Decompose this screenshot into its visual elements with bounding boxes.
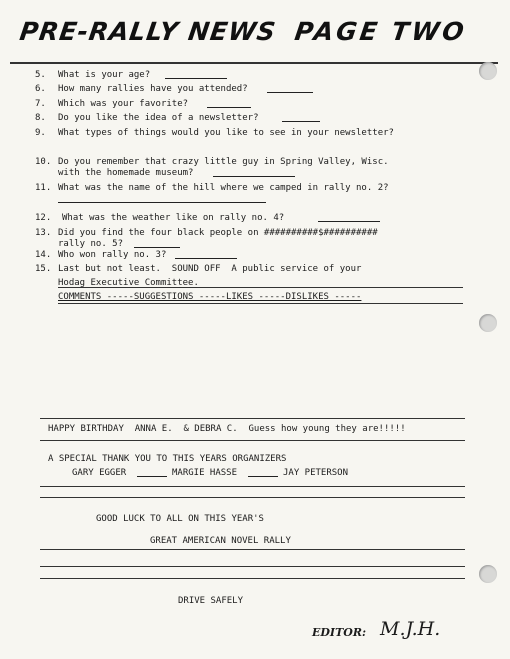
organizer-name: MARGIE HASSE (172, 468, 238, 478)
question-number: 14. (35, 250, 52, 260)
answer-blank (207, 107, 251, 108)
question-text-continued: rally no. 5? (58, 239, 124, 249)
question-text: What was the name of the hill where we camped in rally no. 2? (58, 183, 389, 193)
question-number: 9. (35, 128, 46, 138)
question-text: Last but not least. SOUND OFF A public service of your (58, 264, 362, 274)
punch-hole-middle (479, 314, 497, 332)
answer-blank (175, 258, 237, 259)
question-text-continued: with the homemade museum? (58, 168, 194, 178)
writing-line (40, 418, 465, 419)
title-underline (10, 62, 498, 64)
question-text: Did you find the four black people on ##########$########## (58, 228, 378, 238)
answer-blank (267, 92, 313, 93)
name-separator-blank (248, 476, 278, 477)
question-text: What was the weather like on rally no. 4? (62, 213, 285, 223)
question-text-continued: Hodag Executive Committee. (58, 278, 199, 288)
answer-blank (134, 247, 180, 248)
answer-blank (282, 121, 320, 122)
drive-safely-text: DRIVE SAFELY (178, 596, 244, 606)
answer-blank (318, 221, 380, 222)
sound-off-top-rule (58, 287, 463, 288)
question-text: Which was your favorite? (58, 99, 189, 109)
rally-name: GREAT AMERICAN NOVEL RALLY (150, 536, 291, 546)
divider-line (40, 549, 465, 550)
title-newsletter-name: PRE-RALLY NEWS (17, 17, 279, 46)
answer-blank (58, 202, 266, 203)
answer-blank (165, 78, 227, 79)
organizer-name: JAY PETERSON (283, 468, 349, 478)
sound-off-categories: COMMENTS -----SUGGESTIONS -----LIKES -----DISLIKES ----- (58, 292, 362, 302)
question-number: 10. (35, 157, 52, 167)
birthday-announcement: HAPPY BIRTHDAY ANNA E. & DEBRA C. Guess how young they are!!!!! (48, 424, 406, 434)
question-number: 15. (35, 264, 52, 274)
punch-hole-bottom (479, 565, 497, 583)
thanks-heading: A SPECIAL THANK YOU TO THIS YEARS ORGANIZERS (48, 454, 287, 464)
question-number: 13. (35, 228, 52, 238)
organizer-name: GARY EGGER (72, 468, 127, 478)
name-separator-blank (137, 476, 167, 477)
question-text: What types of things would you like to see in your newsletter? (58, 128, 394, 138)
divider-line (40, 497, 465, 498)
answer-blank (213, 176, 295, 177)
question-text: How many rallies have you attended? (58, 84, 248, 94)
divider-line (40, 578, 465, 579)
question-number: 12. (35, 213, 52, 223)
divider-line (40, 566, 465, 567)
question-text: Do you remember that crazy little guy in Spring Valley, Wisc. (58, 157, 389, 167)
question-text: Who won rally no. 3? (58, 250, 167, 260)
question-number: 7. (35, 99, 46, 109)
question-text: Do you like the idea of a newsletter? (58, 113, 259, 123)
question-number: 8. (35, 113, 46, 123)
title-page-number: PAGE TWO (292, 17, 469, 46)
question-text: What is your age? (58, 70, 151, 80)
editor-initials: M.J.H. (380, 618, 441, 640)
writing-line (58, 303, 463, 304)
question-number: 11. (35, 183, 52, 193)
question-number: 6. (35, 84, 46, 94)
good-luck-text: GOOD LUCK TO ALL ON THIS YEAR'S (96, 514, 264, 524)
editor-label: EDITOR: (312, 626, 367, 639)
punch-hole-top (479, 62, 497, 80)
page-title (17, 17, 470, 59)
divider-line (40, 440, 465, 441)
divider-line (40, 486, 465, 487)
question-number: 5. (35, 70, 46, 80)
